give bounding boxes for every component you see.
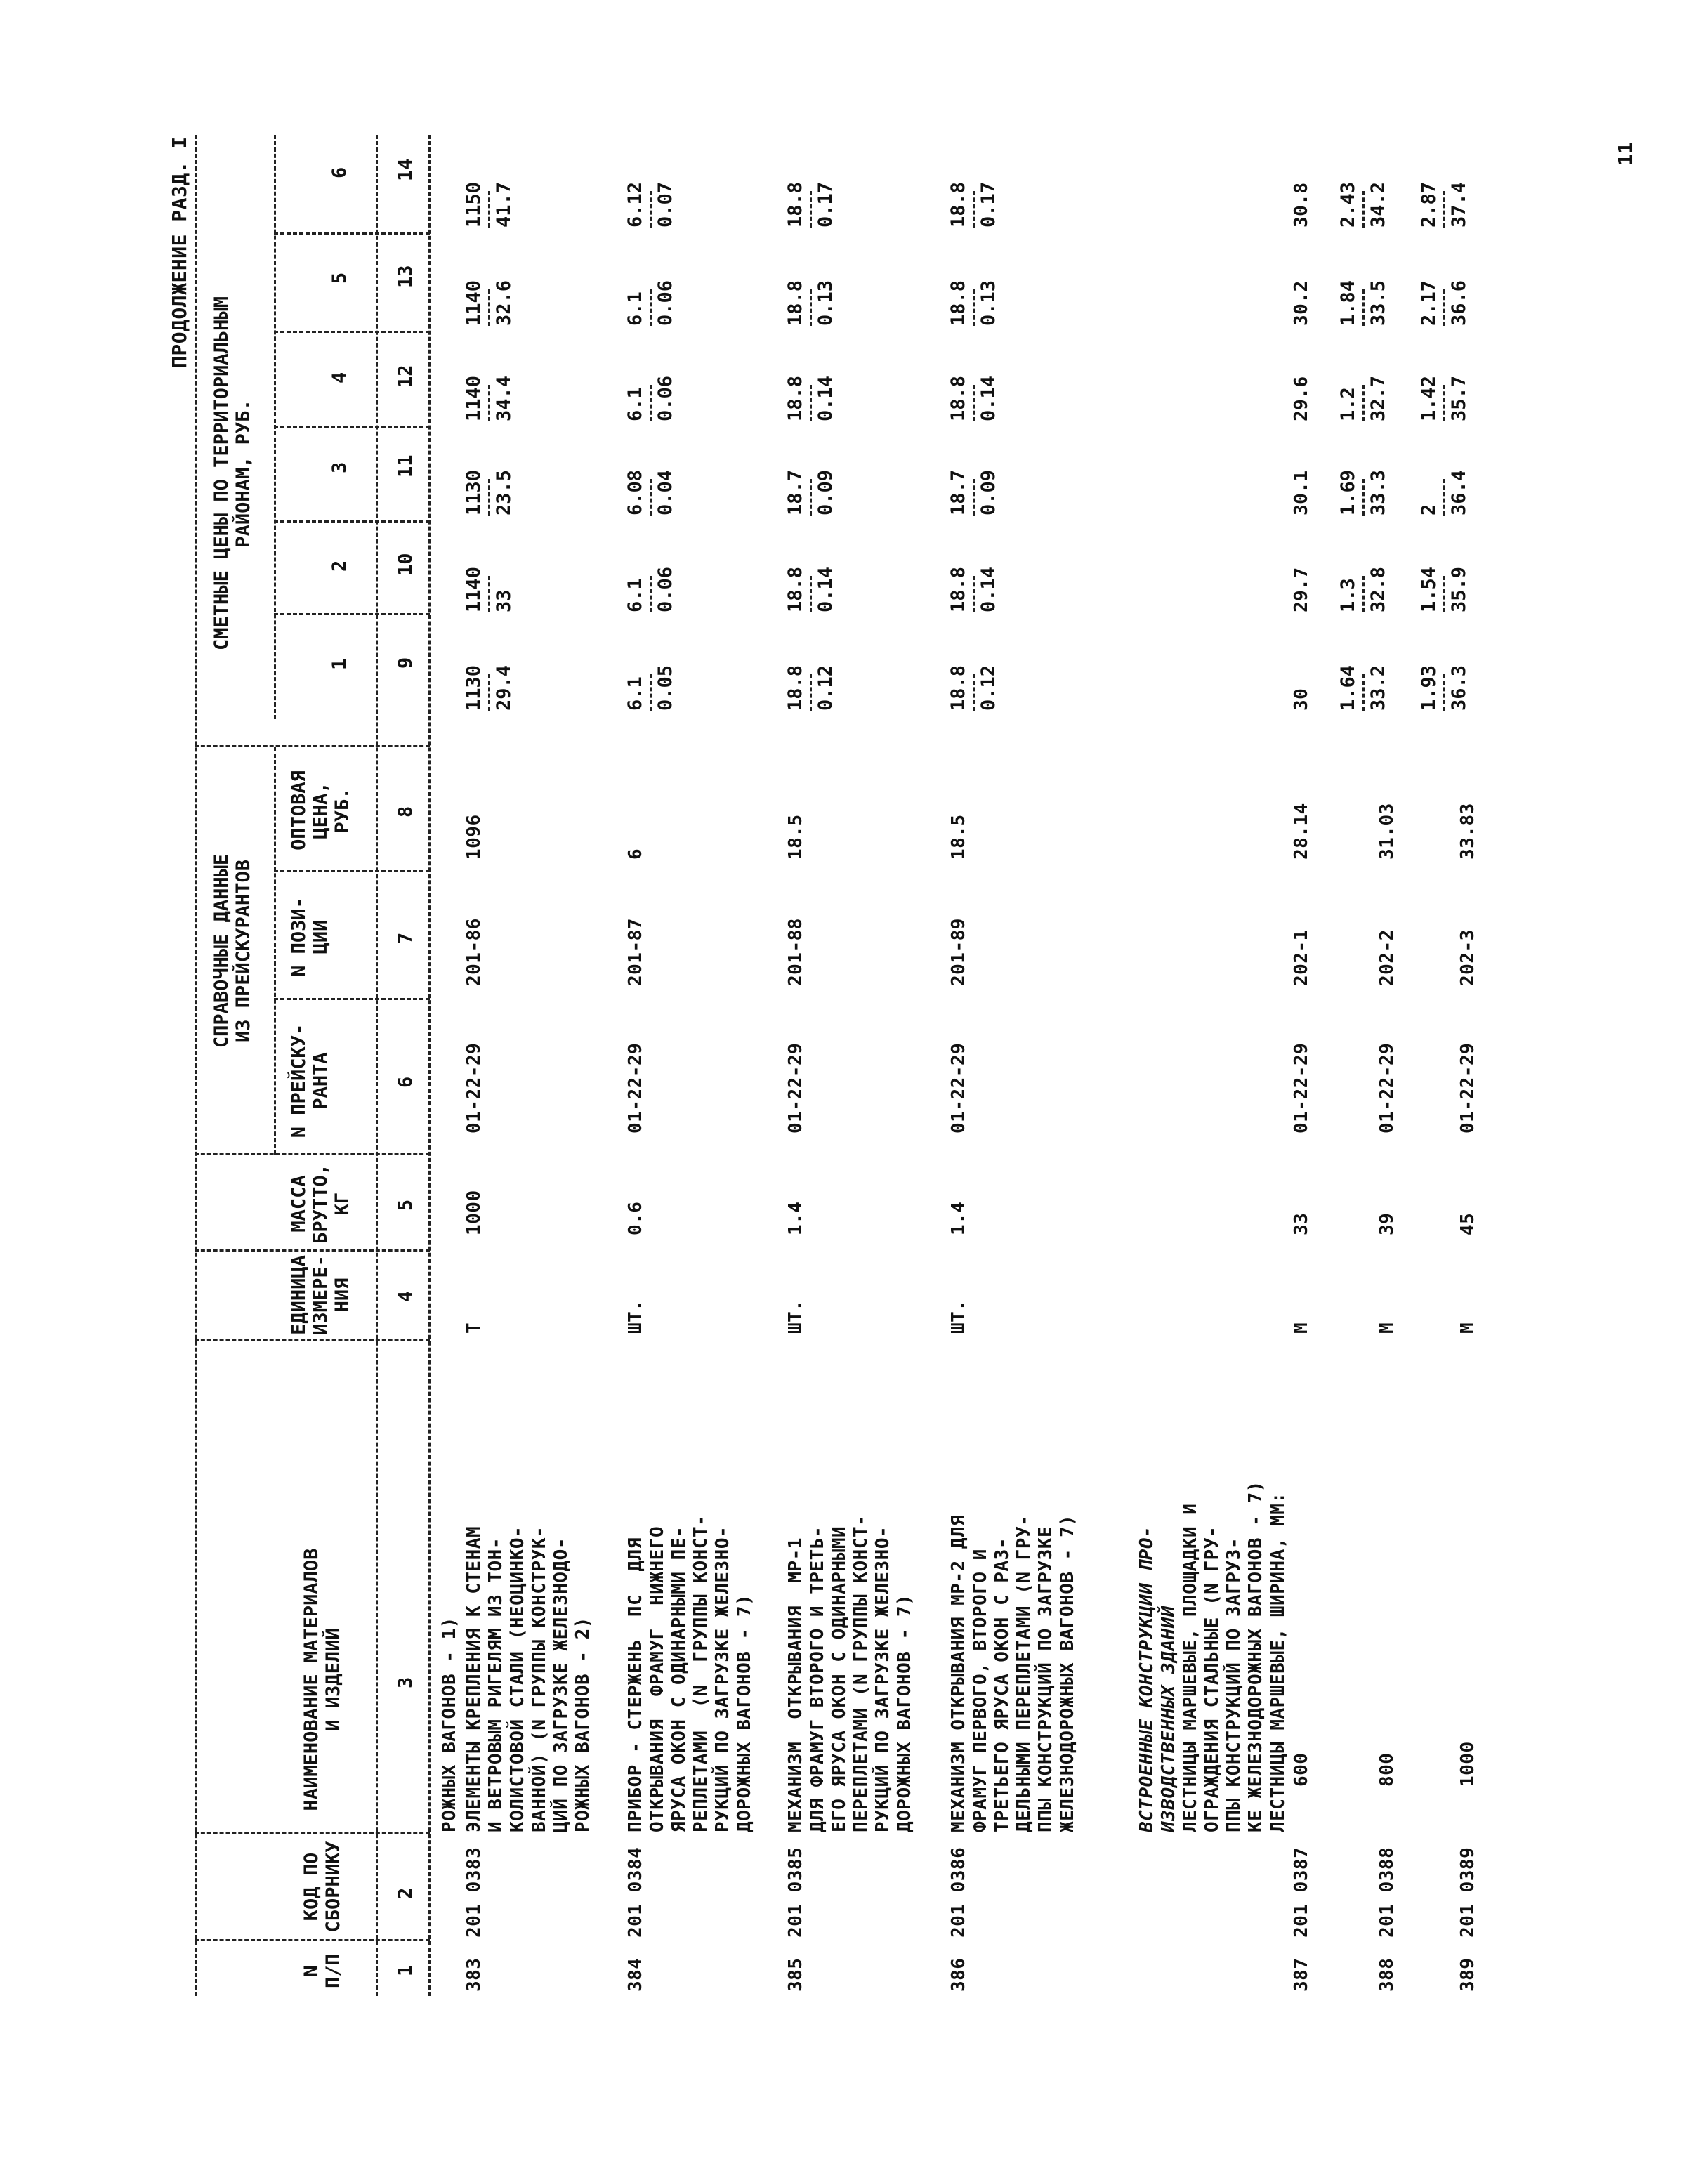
row-383-code: 201 0383 [464,1846,485,1938]
row-388-mass: 39 [1377,1212,1398,1235]
row-383-price-d5: 1140 32.6 [463,280,515,326]
row-387-mass: 33 [1291,1212,1312,1235]
row-383-price-d2: 1140 33 [463,566,515,612]
colnum-6: 6 [395,1076,416,1088]
section-title: ВСТРОЕННЫЕ КОНСТРУКЦИИ ПРО- ИЗВОДСТВЕННЫХ ЗДАНИЙ [1136,1525,1179,1832]
section-subheading: ЛЕСТНИЦЫ МАРШЕВЫЕ, ШИРИНА, ММ: [1268,1492,1289,1832]
row-383-wholesale: 1096 [464,814,485,860]
row-387-pricelist: 01-22-29 [1291,1042,1312,1134]
row-384-wholesale: 6 [625,848,646,860]
row-389-price-d3: 2 36.4 [1418,469,1470,516]
row-386-mass: 1.4 [948,1201,969,1235]
row-388-name: 800 [1377,1752,1398,1787]
row-387-wholesale: 28.14 [1291,803,1312,860]
row-386-price-d6: 18.8 0.17 [947,181,999,228]
row-388-code: 201 0388 [1377,1846,1398,1938]
rule-ref-group [274,747,276,1155]
header-col-7: N ПОЗИ- ЦИИ [288,897,331,977]
colnum-8: 8 [395,806,416,817]
row-386-code: 201 0386 [948,1846,969,1938]
row-389-mass: 45 [1457,1212,1478,1235]
row-383-price-d3: 1130 23.5 [463,469,515,516]
colnum-3: 3 [395,1676,416,1688]
row-388-wholesale: 31.03 [1377,803,1398,860]
row-384-price-d6: 6.12 0.07 [624,181,676,228]
row-388-position: 202-2 [1377,929,1398,986]
row-385-price-d1: 18.8 0.12 [784,664,836,711]
row-388-price-d6: 2.43 34.2 [1337,181,1389,228]
row-387-price-d4: 29.6 [1291,376,1312,421]
row-384-price-d2: 6.1 0.06 [624,566,676,612]
vrule-4 [195,1249,430,1252]
row-385-name: МЕХАНИЗМ ОТКРЫВАНИЯ МР-1 ДЛЯ ФРАМУГ ВТОРОГО И ТРЕТЬ- ЕГО ЯРУСА ОКОН С ОДИНАРНЫМИ ПЕРЕПЛЕТАМИ (N ГРУППЫ КОНСТ- РУКЦИЙ ПО ЗАГРУЗКЕ ЖЕЛЕЗНО- ДОРОЖНЫХ ВАГОНОВ - 7) [785,1514,915,1832]
row-386-wholesale: 18.5 [948,814,969,860]
vrule-10 [274,520,430,523]
row-388-unit: М [1377,1322,1398,1334]
row-389-price-d6: 2.87 37.4 [1418,181,1470,228]
rule-top [195,135,197,1996]
section-caption: ПРОДОЛЖЕНИЕ РАЗД. I [168,136,191,368]
row-389-wholesale: 33.83 [1457,803,1478,860]
row-389-price-d5: 2.17 36.6 [1418,280,1470,326]
colnum-1: 1 [395,1964,416,1976]
carryover-text: РОЖНЫХ ВАГОНОВ - 1) [439,1617,460,1832]
row-385-wholesale: 18.5 [785,814,806,860]
row-389-number: 389 [1457,1957,1478,1992]
colnum-5: 5 [395,1199,416,1211]
district-4: 4 [329,372,350,383]
rule-colnum-bottom [428,135,431,1996]
row-384-price-d5: 6.1 0.06 [624,280,676,326]
row-389-price-d2: 1.54 35.9 [1418,566,1470,612]
row-383-position: 201-86 [464,918,485,986]
district-1: 1 [329,658,350,670]
header-reference-group: СПРАВОЧНЫЕ ДАННЫЕ ИЗ ПРЕЙСКУРАНТОВ [211,853,254,1049]
row-385-position: 201-88 [785,918,806,986]
row-384-price-d1: 6.1 0.05 [624,664,676,711]
row-385-price-d4: 18.8 0.14 [784,375,836,421]
vrule-3 [195,1339,430,1341]
colnum-4: 4 [395,1290,416,1302]
vrule-12 [274,331,430,333]
row-386-pricelist: 01-22-29 [948,1042,969,1134]
colnum-12: 12 [395,365,416,388]
row-385-price-d6: 18.8 0.17 [784,181,836,228]
row-389-name: 1000 [1457,1741,1478,1787]
row-384-unit: ШТ. [625,1299,646,1334]
row-386-price-d4: 18.8 0.14 [947,375,999,421]
row-386-position: 201-89 [948,918,969,986]
header-col-4: ЕДИНИЦА ИЗМЕРЕ- НИЯ [288,1255,353,1335]
row-383-price-d4: 1140 34.4 [463,375,515,421]
row-384-code: 201 0384 [625,1846,646,1938]
rule-header-bottom [376,135,378,1996]
row-383-name: ЭЛЕМЕНТЫ КРЕПЛЕНИЯ К СТЕНАМ И ВЕТРОВЫМ РИГЕЛЯМ ИЗ ТОН- КОЛИСТОВОЙ СТАЛИ (НЕОЦИНКО- ВАННОЙ) (N ГРУППЫ КОНСТРУК- ЦИЙ ПО ЗАГРУЗКЕ ЖЕЛЕЗНОДО- РОЖНЫХ ВАГОНОВ - 2) [464,1525,593,1832]
row-386-name: МЕХАНИЗМ ОТКРЫВАНИЯ МР-2 ДЛЯ ФРАМУГ ПЕРВОГО, ВТОРОГО И ТРЕТЬЕГО ЯРУСА ОКОН С РАЗ- ДЕЛЬНЫМИ ПЕРЕПЛЕТАМИ (N ГРУ- ППЫ КОНСТРУКЦИЙ ПО ЗАГРУЗКЕ ЖЕЛЕЗНОДОРОЖНЫХ ВАГОНОВ - 7) [948,1514,1078,1832]
vrule-2 [195,1832,430,1834]
row-384-number: 384 [625,1957,646,1992]
row-386-unit: ШТ. [948,1299,969,1334]
vrule-5 [195,1153,430,1155]
row-384-price-d3: 6.08 0.04 [624,469,676,516]
row-387-price-d6: 30.8 [1291,182,1312,228]
row-387-price-d2: 29.7 [1291,567,1312,612]
row-384-position: 201-87 [625,918,646,986]
row-387-name: 600 [1291,1752,1312,1787]
row-389-price-d1: 1.93 36.3 [1418,664,1470,711]
row-388-price-d2: 1.3 32.8 [1337,566,1389,612]
row-389-code: 201 0389 [1457,1846,1478,1938]
row-388-price-d3: 1.69 33.3 [1337,469,1389,516]
row-387-code: 201 0387 [1291,1846,1312,1938]
row-386-price-d3: 18.7 0.09 [947,469,999,516]
row-383-pricelist: 01-22-29 [464,1042,485,1134]
row-385-price-d5: 18.8 0.13 [784,280,836,326]
row-389-pricelist: 01-22-29 [1457,1042,1478,1134]
row-388-price-d4: 1.2 32.7 [1337,375,1389,421]
colnum-7: 7 [395,932,416,944]
row-384-pricelist: 01-22-29 [625,1042,646,1134]
row-383-number: 383 [464,1957,485,1992]
colnum-9: 9 [395,657,416,669]
vrule-7 [274,870,430,872]
colnum-13: 13 [395,265,416,288]
colnum-14: 14 [395,158,416,181]
vrule-6 [274,998,430,1000]
header-col-5: МАССА БРУТТО, КГ [288,1164,353,1244]
header-prices-group: СМЕТНЫЕ ЦЕНЫ ПО ТЕРРИТОРИАЛЬНЫМ РАЙОНАМ, РУБ. [211,296,254,650]
district-2: 2 [329,560,350,572]
row-385-unit: ШТ. [785,1299,806,1334]
row-385-price-d2: 18.8 0.14 [784,566,836,612]
row-384-price-d4: 6.1 0.06 [624,375,676,421]
row-388-pricelist: 01-22-29 [1377,1042,1398,1134]
page-number: 11 [1614,142,1637,166]
vrule-9 [274,613,430,615]
row-386-price-d2: 18.8 0.14 [947,566,999,612]
header-col-3: НАИМЕНОВАНИЕ МАТЕРИАЛОВ И ИЗДЕЛИЙ [301,1548,344,1811]
row-383-mass: 1000 [464,1190,485,1235]
header-col-2: КОД ПО СБОРНИКУ [301,1841,344,1933]
row-385-number: 385 [785,1957,806,1992]
row-389-price-d4: 1.42 35.7 [1418,375,1470,421]
colnum-10: 10 [395,553,416,576]
vrule-11 [274,426,430,428]
row-385-mass: 1.4 [785,1201,806,1235]
header-col-1: N П/П [301,1954,344,1988]
row-384-name: ПРИБОР - СТЕРЖЕНЬ ПС ДЛЯ ОТКРЫВАНИЯ ФРАМУГ НИЖНЕГО ЯРУСА ОКОН С ОДИНАРНЫМИ ПЕ- РЕПЛЕТАМИ (N ГРУППЫ КОНСТ- РУКЦИЙ ПО ЗАГРУЗКЕ ЖЕЛЕЗНО- ДОРОЖНЫХ ВАГОНОВ - 7) [625,1514,755,1832]
row-386-number: 386 [948,1957,969,1992]
row-384-mass: 0.6 [625,1201,646,1235]
row-383-unit: Т [464,1322,485,1334]
header-col-6: N ПРЕЙСКУ- РАНТА [288,1023,331,1138]
row-387-position: 202-1 [1291,929,1312,986]
colnum-11: 11 [395,454,416,478]
row-385-price-d3: 18.7 0.09 [784,469,836,516]
row-388-number: 388 [1377,1957,1398,1992]
row-385-code: 201 0385 [785,1846,806,1938]
section-text: ЛЕСТНИЦЫ МАРШЕВЫЕ, ПЛОЩАДКИ И ОГРАЖДЕНИЯ СТАЛЬНЫЕ (N ГРУ- ППЫ КОНСТРУКЦИЙ ПО ЗАГРУЗ- КЕ ЖЕЛЕЗНОДОРОЖНЫХ ВАГОНОВ - 7) [1180,1480,1266,1832]
row-383-price-d6: 1150 41.7 [463,181,515,228]
row-387-number: 387 [1291,1957,1312,1992]
header-col-8: ОПТОВАЯ ЦЕНА, РУБ. [288,770,353,851]
row-387-price-d3: 30.1 [1291,470,1312,516]
row-389-position: 202-3 [1457,929,1478,986]
row-387-unit: М [1291,1322,1312,1334]
district-6: 6 [329,166,350,178]
row-389-unit: М [1457,1322,1478,1334]
row-387-price-d5: 30.2 [1291,280,1312,326]
row-386-price-d1: 18.8 0.12 [947,664,999,711]
vrule-8 [195,745,430,747]
row-385-pricelist: 01-22-29 [785,1042,806,1134]
vrule-13 [274,232,430,235]
row-388-price-d5: 1.84 33.5 [1337,280,1389,326]
row-386-price-d5: 18.8 0.13 [947,280,999,326]
row-387-price-d1: 30 [1291,688,1312,711]
district-3: 3 [329,461,350,473]
district-5: 5 [329,272,350,284]
row-383-price-d1: 1130 29.4 [463,664,515,711]
vrule-1 [195,1939,430,1941]
colnum-2: 2 [395,1887,416,1899]
row-388-price-d1: 1.64 33.2 [1337,664,1389,711]
